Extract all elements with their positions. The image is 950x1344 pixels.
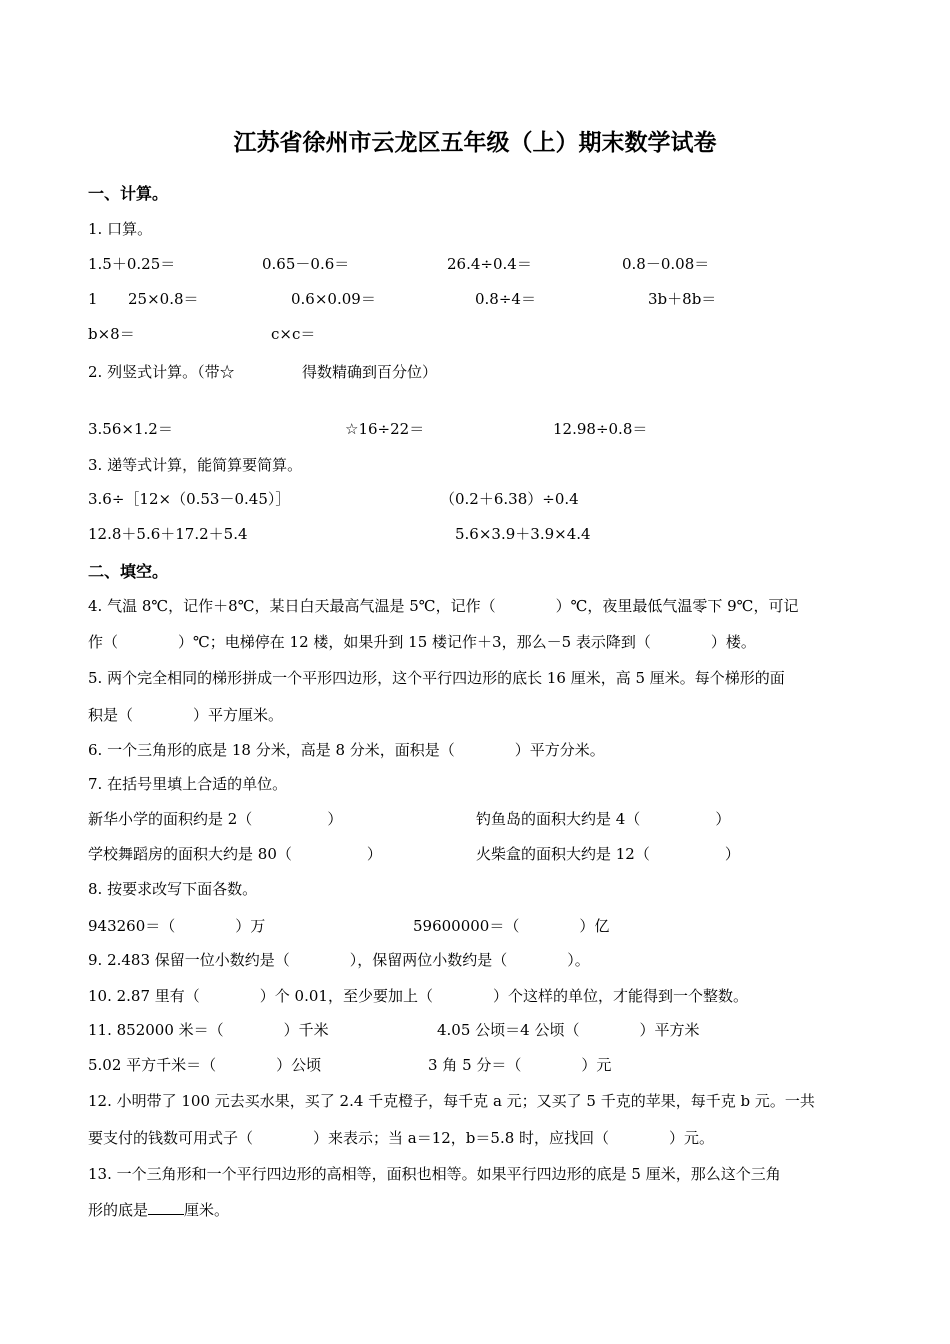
q7-item: 火柴盒的面积大约是 12（ ） [476,845,740,863]
q2-item: ☆16÷22＝ [345,420,425,438]
answer-blank [148,1200,184,1215]
q8-heading: 8. 按要求改写下面各数。 [88,880,258,898]
q7-heading: 7. 在括号里填上合适的单位。 [88,775,288,793]
q7-item: 钓鱼岛的面积大约是 4（ ） [476,810,731,828]
q1-item: 0.8－0.08＝ [622,255,710,273]
q5-line1: 5. 两个完全相同的梯形拼成一个平形四边形，这个平行四边形的底长 16 厘米，高 5 厘米。每个梯形的面 [88,669,785,687]
q4-line1: 4. 气温 8℃，记作＋8℃，某日白天最高气温是 5℃，记作（ ）℃，夜里最低气温零下 9℃，可记 [88,597,799,615]
page-title: 江苏省徐州市云龙区五年级（上）期末数学试卷 [233,130,717,156]
q1-item: c×c＝ [271,325,316,343]
section-fill-blank-heading: 二、填空。 [88,562,169,581]
q13-line2-end: 厘米。 [184,1201,230,1219]
q1-item: 26.4÷0.4＝ [447,255,532,273]
q1-item: 0.8÷4＝ [475,290,536,308]
section-calculation-heading: 一、计算。 [88,184,169,203]
q11-item: 11. 852000 米＝（ ）千米 [88,1021,329,1039]
q11-item: 4.05 公顷＝4 公顷（ ）平方米 [437,1021,700,1039]
q3-item: 12.8＋5.6＋17.2＋5.4 [88,525,248,543]
q12-line1: 12. 小明带了 100 元去买水果，买了 2.4 千克橙子，每千克 a 元；又买了 5 千克的苹果，每千克 b 元。一共 [88,1092,815,1110]
q11-item: 3 角 5 分＝（ ）元 [428,1056,612,1074]
q2-heading-part2: 得数精确到百分位） [302,363,438,381]
q3-item: （0.2＋6.38）÷0.4 [440,490,579,508]
q13-line1: 13. 一个三角形和一个平行四边形的高相等，面积也相等。如果平行四边形的底是 5 厘米，那么这个三角 [88,1165,781,1183]
q12-line2: 要支付的钱数可用式子（ ）来表示；当 a＝12，b＝5.8 时，应找回（ ）元。 [88,1129,715,1147]
q8-item: 943260＝（ ）万 [88,917,266,935]
q11-item: 5.02 平方千米＝（ ）公顷 [88,1056,322,1074]
q13-line2-start: 形的底是 [88,1201,149,1219]
q2-heading-part1: 2. 列竖式计算。（带☆ [88,363,235,381]
q3-item: 5.6×3.9＋3.9×4.4 [455,525,591,543]
q13-line2 [88,1200,229,1220]
q7-item: 新华小学的面积约是 2（ ） [88,810,343,828]
q1-item: 1 [88,290,98,308]
q1-item: 0.6×0.09＝ [291,290,376,308]
q1-item: 0.65－0.6＝ [262,255,350,273]
q1-item: 25×0.8＝ [128,290,199,308]
q4-line2: 作（ ）℃；电梯停在 12 楼，如果升到 15 楼记作＋3，那么－5 表示降到（ ）楼。 [88,633,756,651]
q8-item: 59600000＝（ ）亿 [413,917,610,935]
q3-item: 3.6÷［12×（0.53－0.45）］ [88,490,291,508]
q1-item: 3b＋8b＝ [648,290,717,308]
q5-line2: 积是（ ）平方厘米。 [88,706,284,724]
q1-heading: 1. 口算。 [88,220,153,238]
q10-text: 10. 2.87 里有（ ）个 0.01，至少要加上（ ）个这样的单位，才能得到一个整数。 [88,987,748,1005]
q9-text: 9. 2.483 保留一位小数约是（ ），保留两位小数约是（ ）。 [88,951,590,969]
q1-item: b×8＝ [88,325,135,343]
q1-item: 1.5＋0.25＝ [88,255,176,273]
q2-item: 3.56×1.2＝ [88,420,173,438]
q6-text: 6. 一个三角形的底是 18 分米，高是 8 分米，面积是（ ）平方分米。 [88,741,605,759]
q2-item: 12.98÷0.8＝ [553,420,648,438]
q7-item: 学校舞蹈房的面积大约是 80（ ） [88,845,382,863]
q3-heading: 3. 递等式计算，能简算要简算。 [88,456,303,474]
